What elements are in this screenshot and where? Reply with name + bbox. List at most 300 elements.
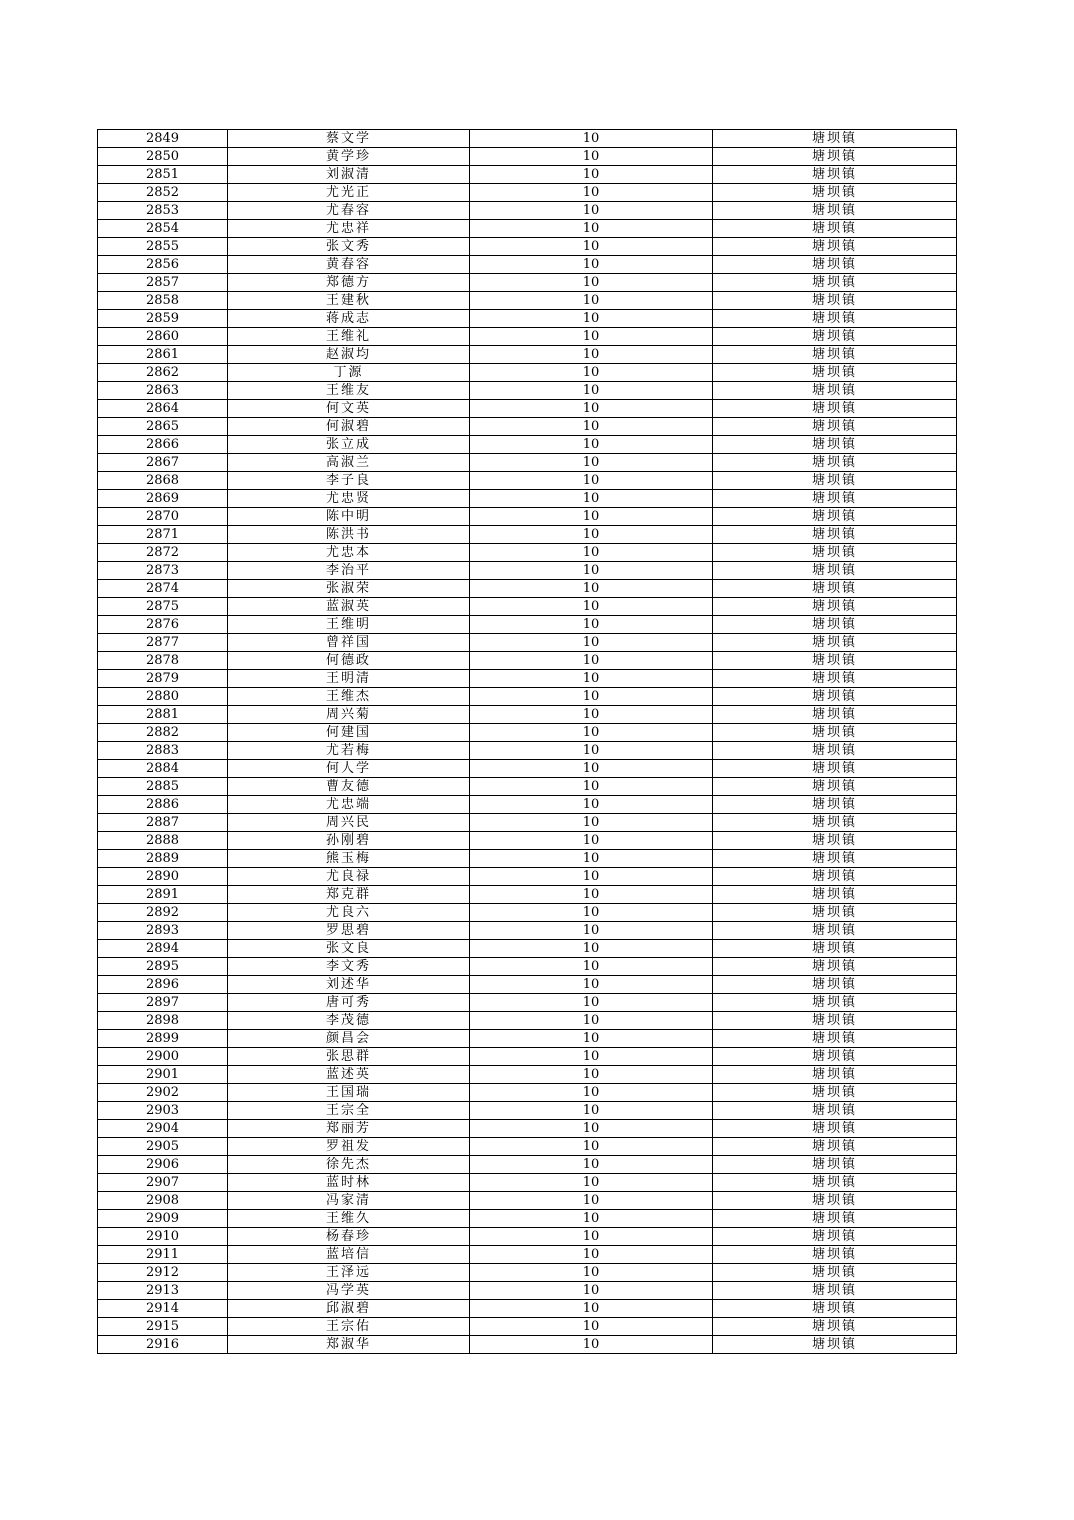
table-row [98, 814, 957, 832]
cell-amount: 10 [470, 454, 713, 472]
cell-amount: 10 [470, 724, 713, 742]
cell-number: 2882 [98, 724, 228, 742]
table-row [98, 1102, 957, 1120]
cell-name: 张思群 [228, 1048, 470, 1066]
cell-amount: 10 [470, 1156, 713, 1174]
cell-number: 2884 [98, 760, 228, 778]
cell-number: 2868 [98, 472, 228, 490]
cell-number: 2912 [98, 1264, 228, 1282]
cell-number: 2898 [98, 1012, 228, 1030]
table-row [98, 706, 957, 724]
cell-name: 尤良六 [228, 904, 470, 922]
cell-number: 2875 [98, 598, 228, 616]
table-row [98, 1030, 957, 1048]
cell-name: 郑淑华 [228, 1336, 470, 1354]
cell-amount: 10 [470, 1192, 713, 1210]
table-row [98, 1228, 957, 1246]
cell-town: 塘坝镇 [713, 976, 957, 994]
cell-name: 尤忠贤 [228, 490, 470, 508]
cell-town: 塘坝镇 [713, 310, 957, 328]
cell-name: 丁源 [228, 364, 470, 382]
cell-number: 2872 [98, 544, 228, 562]
cell-name: 王建秋 [228, 292, 470, 310]
cell-number: 2907 [98, 1174, 228, 1192]
table-row [98, 1192, 957, 1210]
table-row [98, 652, 957, 670]
table-row [98, 1138, 957, 1156]
cell-town: 塘坝镇 [713, 130, 957, 148]
cell-name: 郑德方 [228, 274, 470, 292]
cell-amount: 10 [470, 382, 713, 400]
cell-town: 塘坝镇 [713, 904, 957, 922]
cell-number: 2901 [98, 1066, 228, 1084]
cell-number: 2874 [98, 580, 228, 598]
cell-amount: 10 [470, 1030, 713, 1048]
cell-number: 2910 [98, 1228, 228, 1246]
cell-number: 2854 [98, 220, 228, 238]
cell-number: 2860 [98, 328, 228, 346]
cell-number: 2903 [98, 1102, 228, 1120]
table-row [98, 922, 957, 940]
cell-town: 塘坝镇 [713, 472, 957, 490]
table-body [98, 130, 957, 1354]
cell-town: 塘坝镇 [713, 292, 957, 310]
table-row [98, 1012, 957, 1030]
cell-amount: 10 [470, 1318, 713, 1336]
cell-name: 张文良 [228, 940, 470, 958]
cell-amount: 10 [470, 184, 713, 202]
table-row [98, 598, 957, 616]
cell-town: 塘坝镇 [713, 400, 957, 418]
cell-amount: 10 [470, 1210, 713, 1228]
cell-number: 2849 [98, 130, 228, 148]
table-row [98, 724, 957, 742]
cell-amount: 10 [470, 688, 713, 706]
table-row [98, 688, 957, 706]
cell-name: 邱淑碧 [228, 1300, 470, 1318]
cell-name: 陈中明 [228, 508, 470, 526]
cell-number: 2891 [98, 886, 228, 904]
cell-town: 塘坝镇 [713, 220, 957, 238]
cell-number: 2916 [98, 1336, 228, 1354]
cell-amount: 10 [470, 130, 713, 148]
cell-amount: 10 [470, 976, 713, 994]
cell-number: 2913 [98, 1282, 228, 1300]
cell-number: 2889 [98, 850, 228, 868]
cell-number: 2880 [98, 688, 228, 706]
cell-number: 2879 [98, 670, 228, 688]
table-row [98, 616, 957, 634]
cell-name: 何文英 [228, 400, 470, 418]
cell-name: 曹友德 [228, 778, 470, 796]
cell-amount: 10 [470, 220, 713, 238]
cell-number: 2851 [98, 166, 228, 184]
cell-town: 塘坝镇 [713, 1336, 957, 1354]
cell-amount: 10 [470, 850, 713, 868]
cell-name: 尤良禄 [228, 868, 470, 886]
table-row [98, 1084, 957, 1102]
cell-number: 2893 [98, 922, 228, 940]
cell-name: 蓝淑英 [228, 598, 470, 616]
cell-number: 2881 [98, 706, 228, 724]
cell-town: 塘坝镇 [713, 1030, 957, 1048]
cell-name: 蓝培信 [228, 1246, 470, 1264]
cell-town: 塘坝镇 [713, 508, 957, 526]
cell-amount: 10 [470, 148, 713, 166]
cell-name: 孙刚碧 [228, 832, 470, 850]
cell-town: 塘坝镇 [713, 1264, 957, 1282]
table-row [98, 994, 957, 1012]
cell-amount: 10 [470, 940, 713, 958]
cell-name: 冯家清 [228, 1192, 470, 1210]
cell-town: 塘坝镇 [713, 544, 957, 562]
cell-town: 塘坝镇 [713, 526, 957, 544]
cell-amount: 10 [470, 1084, 713, 1102]
cell-name: 刘述华 [228, 976, 470, 994]
table-row [98, 202, 957, 220]
cell-name: 何德政 [228, 652, 470, 670]
cell-town: 塘坝镇 [713, 148, 957, 166]
cell-name: 熊玉梅 [228, 850, 470, 868]
cell-amount: 10 [470, 886, 713, 904]
cell-town: 塘坝镇 [713, 238, 957, 256]
table-row [98, 886, 957, 904]
cell-name: 杨春珍 [228, 1228, 470, 1246]
cell-name: 王国瑞 [228, 1084, 470, 1102]
table-row [98, 220, 957, 238]
cell-amount: 10 [470, 904, 713, 922]
cell-amount: 10 [470, 292, 713, 310]
cell-name: 刘淑清 [228, 166, 470, 184]
cell-town: 塘坝镇 [713, 490, 957, 508]
cell-amount: 10 [470, 652, 713, 670]
cell-number: 2888 [98, 832, 228, 850]
table-row [98, 670, 957, 688]
cell-town: 塘坝镇 [713, 616, 957, 634]
cell-town: 塘坝镇 [713, 1192, 957, 1210]
cell-amount: 10 [470, 1066, 713, 1084]
cell-town: 塘坝镇 [713, 256, 957, 274]
cell-town: 塘坝镇 [713, 562, 957, 580]
cell-town: 塘坝镇 [713, 1246, 957, 1264]
cell-number: 2886 [98, 796, 228, 814]
cell-number: 2894 [98, 940, 228, 958]
cell-amount: 10 [470, 1282, 713, 1300]
cell-town: 塘坝镇 [713, 1084, 957, 1102]
table-row [98, 976, 957, 994]
cell-name: 王维明 [228, 616, 470, 634]
cell-name: 尤光正 [228, 184, 470, 202]
cell-number: 2911 [98, 1246, 228, 1264]
cell-name: 王泽远 [228, 1264, 470, 1282]
cell-amount: 10 [470, 922, 713, 940]
table-row [98, 400, 957, 418]
table-row [98, 490, 957, 508]
table-row [98, 328, 957, 346]
cell-amount: 10 [470, 580, 713, 598]
cell-town: 塘坝镇 [713, 418, 957, 436]
table-row [98, 454, 957, 472]
table-row [98, 238, 957, 256]
cell-name: 颜昌会 [228, 1030, 470, 1048]
table-row [98, 1210, 957, 1228]
cell-number: 2877 [98, 634, 228, 652]
cell-number: 2858 [98, 292, 228, 310]
cell-amount: 10 [470, 868, 713, 886]
table-row [98, 1048, 957, 1066]
table-row [98, 1156, 957, 1174]
cell-name: 张文秀 [228, 238, 470, 256]
table-row [98, 904, 957, 922]
cell-name: 罗祖发 [228, 1138, 470, 1156]
table-row [98, 364, 957, 382]
cell-number: 2900 [98, 1048, 228, 1066]
table-row [98, 1318, 957, 1336]
cell-number: 2852 [98, 184, 228, 202]
cell-amount: 10 [470, 1264, 713, 1282]
cell-amount: 10 [470, 490, 713, 508]
cell-name: 黄春容 [228, 256, 470, 274]
table-row [98, 184, 957, 202]
cell-name: 郑丽芳 [228, 1120, 470, 1138]
cell-amount: 10 [470, 994, 713, 1012]
table-row [98, 1264, 957, 1282]
cell-town: 塘坝镇 [713, 742, 957, 760]
cell-name: 李治平 [228, 562, 470, 580]
cell-number: 2869 [98, 490, 228, 508]
cell-amount: 10 [470, 1048, 713, 1066]
cell-number: 2850 [98, 148, 228, 166]
data-table [97, 129, 957, 1354]
cell-number: 2908 [98, 1192, 228, 1210]
table-row [98, 544, 957, 562]
cell-name: 高淑兰 [228, 454, 470, 472]
cell-amount: 10 [470, 544, 713, 562]
cell-name: 蔡文学 [228, 130, 470, 148]
table-row [98, 1174, 957, 1192]
cell-name: 尤忠端 [228, 796, 470, 814]
cell-town: 塘坝镇 [713, 1318, 957, 1336]
cell-name: 李子良 [228, 472, 470, 490]
cell-name: 王维久 [228, 1210, 470, 1228]
cell-town: 塘坝镇 [713, 1228, 957, 1246]
cell-amount: 10 [470, 508, 713, 526]
cell-amount: 10 [470, 256, 713, 274]
table-row [98, 274, 957, 292]
cell-town: 塘坝镇 [713, 796, 957, 814]
table-row [98, 1066, 957, 1084]
cell-town: 塘坝镇 [713, 1174, 957, 1192]
cell-amount: 10 [470, 778, 713, 796]
cell-amount: 10 [470, 598, 713, 616]
cell-amount: 10 [470, 1336, 713, 1354]
cell-amount: 10 [470, 796, 713, 814]
cell-town: 塘坝镇 [713, 364, 957, 382]
cell-name: 王维礼 [228, 328, 470, 346]
cell-name: 尤忠本 [228, 544, 470, 562]
table-row [98, 472, 957, 490]
cell-number: 2865 [98, 418, 228, 436]
table-row [98, 508, 957, 526]
cell-amount: 10 [470, 1246, 713, 1264]
cell-name: 尤忠祥 [228, 220, 470, 238]
cell-town: 塘坝镇 [713, 706, 957, 724]
cell-number: 2904 [98, 1120, 228, 1138]
table-row [98, 148, 957, 166]
cell-town: 塘坝镇 [713, 724, 957, 742]
cell-number: 2899 [98, 1030, 228, 1048]
cell-amount: 10 [470, 166, 713, 184]
cell-name: 张淑荣 [228, 580, 470, 598]
cell-number: 2870 [98, 508, 228, 526]
cell-name: 蒋成志 [228, 310, 470, 328]
cell-name: 徐先杰 [228, 1156, 470, 1174]
cell-town: 塘坝镇 [713, 634, 957, 652]
cell-amount: 10 [470, 742, 713, 760]
cell-town: 塘坝镇 [713, 598, 957, 616]
cell-amount: 10 [470, 832, 713, 850]
cell-number: 2878 [98, 652, 228, 670]
cell-amount: 10 [470, 274, 713, 292]
cell-number: 2876 [98, 616, 228, 634]
cell-number: 2895 [98, 958, 228, 976]
cell-amount: 10 [470, 706, 713, 724]
cell-number: 2857 [98, 274, 228, 292]
table-row [98, 832, 957, 850]
table-row [98, 958, 957, 976]
cell-amount: 10 [470, 616, 713, 634]
cell-number: 2915 [98, 1318, 228, 1336]
cell-number: 2906 [98, 1156, 228, 1174]
cell-town: 塘坝镇 [713, 1066, 957, 1084]
table-row [98, 130, 957, 148]
cell-amount: 10 [470, 814, 713, 832]
cell-name: 李茂德 [228, 1012, 470, 1030]
table-row [98, 418, 957, 436]
cell-name: 蓝时林 [228, 1174, 470, 1192]
cell-name: 李文秀 [228, 958, 470, 976]
table-row [98, 580, 957, 598]
cell-number: 2909 [98, 1210, 228, 1228]
cell-number: 2864 [98, 400, 228, 418]
cell-number: 2887 [98, 814, 228, 832]
cell-amount: 10 [470, 346, 713, 364]
cell-town: 塘坝镇 [713, 652, 957, 670]
table-row [98, 796, 957, 814]
cell-name: 赵淑均 [228, 346, 470, 364]
table-row [98, 382, 957, 400]
cell-number: 2892 [98, 904, 228, 922]
table-row [98, 634, 957, 652]
cell-amount: 10 [470, 526, 713, 544]
cell-name: 唐可秀 [228, 994, 470, 1012]
table-row [98, 850, 957, 868]
cell-amount: 10 [470, 238, 713, 256]
cell-name: 何人学 [228, 760, 470, 778]
table-row [98, 1282, 957, 1300]
cell-amount: 10 [470, 1300, 713, 1318]
cell-name: 蓝述英 [228, 1066, 470, 1084]
table-row [98, 562, 957, 580]
cell-name: 陈洪书 [228, 526, 470, 544]
cell-number: 2867 [98, 454, 228, 472]
cell-number: 2890 [98, 868, 228, 886]
cell-town: 塘坝镇 [713, 1048, 957, 1066]
cell-number: 2866 [98, 436, 228, 454]
table-row [98, 868, 957, 886]
cell-amount: 10 [470, 364, 713, 382]
cell-amount: 10 [470, 1120, 713, 1138]
cell-amount: 10 [470, 958, 713, 976]
cell-amount: 10 [470, 1012, 713, 1030]
cell-town: 塘坝镇 [713, 850, 957, 868]
cell-town: 塘坝镇 [713, 184, 957, 202]
table-row [98, 526, 957, 544]
cell-town: 塘坝镇 [713, 1120, 957, 1138]
cell-amount: 10 [470, 634, 713, 652]
cell-amount: 10 [470, 310, 713, 328]
table-row [98, 1246, 957, 1264]
cell-number: 2897 [98, 994, 228, 1012]
cell-number: 2873 [98, 562, 228, 580]
cell-number: 2853 [98, 202, 228, 220]
cell-number: 2896 [98, 976, 228, 994]
table-row [98, 940, 957, 958]
cell-town: 塘坝镇 [713, 1300, 957, 1318]
cell-name: 张立成 [228, 436, 470, 454]
cell-amount: 10 [470, 1228, 713, 1246]
cell-town: 塘坝镇 [713, 886, 957, 904]
cell-amount: 10 [470, 400, 713, 418]
cell-town: 塘坝镇 [713, 1012, 957, 1030]
cell-town: 塘坝镇 [713, 1102, 957, 1120]
cell-town: 塘坝镇 [713, 346, 957, 364]
cell-town: 塘坝镇 [713, 778, 957, 796]
cell-amount: 10 [470, 418, 713, 436]
cell-name: 黄学珍 [228, 148, 470, 166]
cell-amount: 10 [470, 436, 713, 454]
table-row [98, 256, 957, 274]
cell-town: 塘坝镇 [713, 166, 957, 184]
cell-amount: 10 [470, 1102, 713, 1120]
table-row [98, 742, 957, 760]
table-row [98, 166, 957, 184]
table-row [98, 436, 957, 454]
cell-name: 冯学英 [228, 1282, 470, 1300]
cell-name: 王维杰 [228, 688, 470, 706]
table-row [98, 310, 957, 328]
cell-amount: 10 [470, 1174, 713, 1192]
cell-amount: 10 [470, 562, 713, 580]
cell-number: 2914 [98, 1300, 228, 1318]
cell-name: 王明清 [228, 670, 470, 688]
cell-name: 郑克群 [228, 886, 470, 904]
cell-number: 2885 [98, 778, 228, 796]
cell-number: 2902 [98, 1084, 228, 1102]
cell-town: 塘坝镇 [713, 760, 957, 778]
cell-amount: 10 [470, 670, 713, 688]
cell-town: 塘坝镇 [713, 274, 957, 292]
cell-name: 王宗佑 [228, 1318, 470, 1336]
table-row [98, 292, 957, 310]
cell-number: 2905 [98, 1138, 228, 1156]
table-row [98, 1336, 957, 1354]
cell-name: 曾祥国 [228, 634, 470, 652]
cell-town: 塘坝镇 [713, 1210, 957, 1228]
cell-number: 2862 [98, 364, 228, 382]
cell-number: 2863 [98, 382, 228, 400]
cell-town: 塘坝镇 [713, 1156, 957, 1174]
